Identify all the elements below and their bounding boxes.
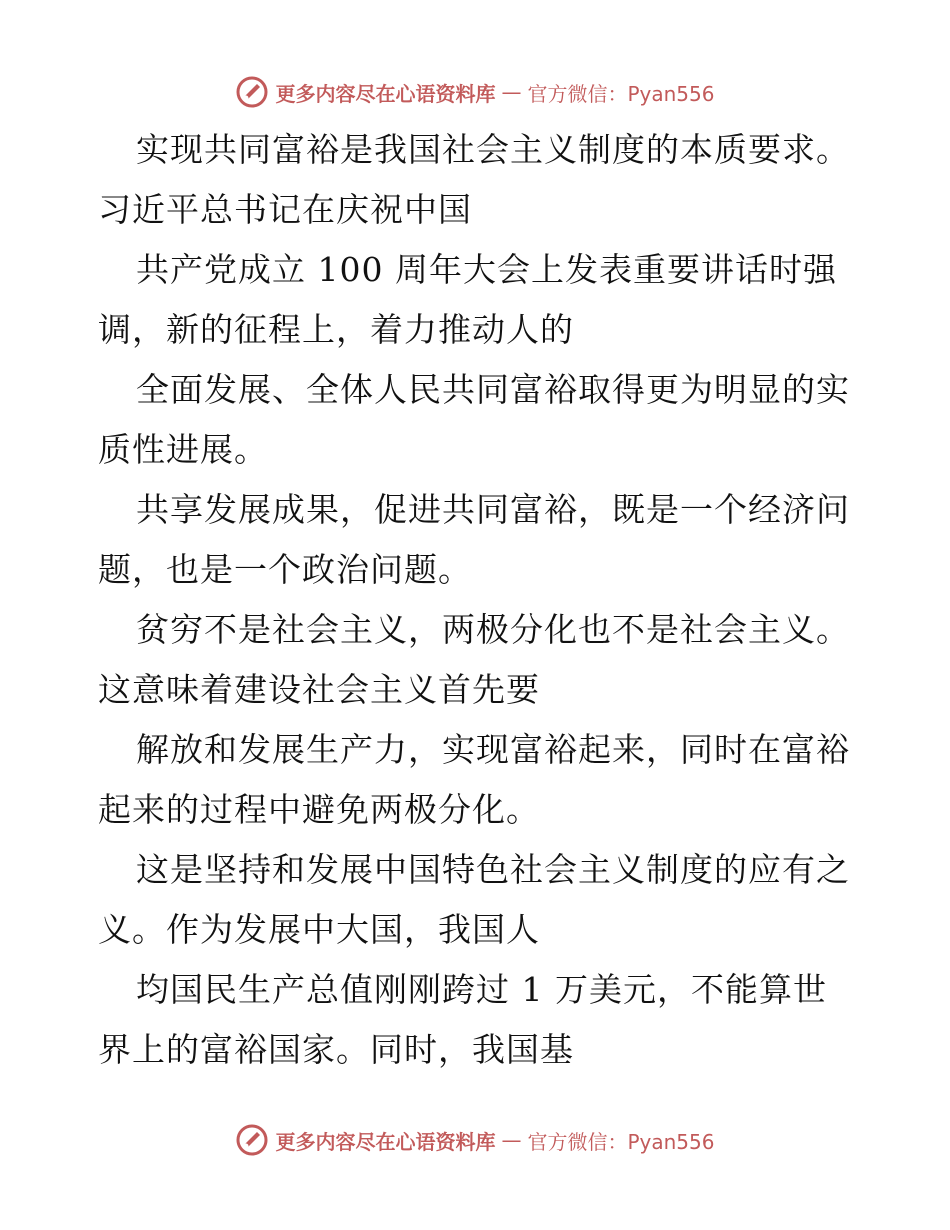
footer-wechat: 官方微信：Pyan556: [527, 1129, 715, 1154]
text-line: 界上的富裕国家。同时，我国基: [98, 1030, 574, 1069]
text-line: 义。作为发展中大国，我国人: [98, 910, 540, 949]
header-site-name[interactable]: 更多内容尽在心语资料库: [275, 81, 496, 106]
text-line: 共享发展成果，促进共同富裕，既是一个经济问: [136, 490, 850, 529]
text-line: 全面发展、全体人民共同富裕取得更为明显的实: [136, 370, 850, 409]
header-separator: —: [501, 80, 522, 104]
text-line: 习近平总书记在庆祝中国: [98, 190, 472, 229]
text-line: 解放和发展生产力，实现富裕起来，同时在富裕: [136, 730, 850, 769]
header-wechat: 官方微信：Pyan556: [527, 81, 715, 106]
text-line: 共产党成立 100 周年大会上发表重要讲话时强: [136, 250, 837, 289]
text-line: 贫穷不是社会主义，两极分化也不是社会主义。: [136, 610, 850, 649]
text-line: 均国民生产总值刚刚跨过 1 万美元，不能算世: [136, 970, 827, 1009]
text-line: 实现共同富裕是我国社会主义制度的本质要求。: [136, 130, 850, 169]
logo-icon: [235, 75, 269, 109]
text-line: 质性进展。: [98, 430, 268, 469]
text-line: 这是坚持和发展中国特色社会主义制度的应有之: [136, 850, 850, 889]
text-line: 调，新的征程上，着力推动人的: [98, 310, 574, 349]
header-banner: [0, 72, 950, 112]
text-line: 起来的过程中避免两极分化。: [98, 790, 540, 829]
text-line: 题，也是一个政治问题。: [98, 550, 472, 589]
footer-banner: [0, 1120, 950, 1160]
footer-site-name[interactable]: 更多内容尽在心语资料库: [275, 1129, 496, 1154]
logo-icon: [235, 1123, 269, 1157]
document-body: [98, 120, 858, 1080]
text-line: 这意味着建设社会主义首先要: [98, 670, 540, 709]
footer-separator: —: [501, 1128, 522, 1152]
